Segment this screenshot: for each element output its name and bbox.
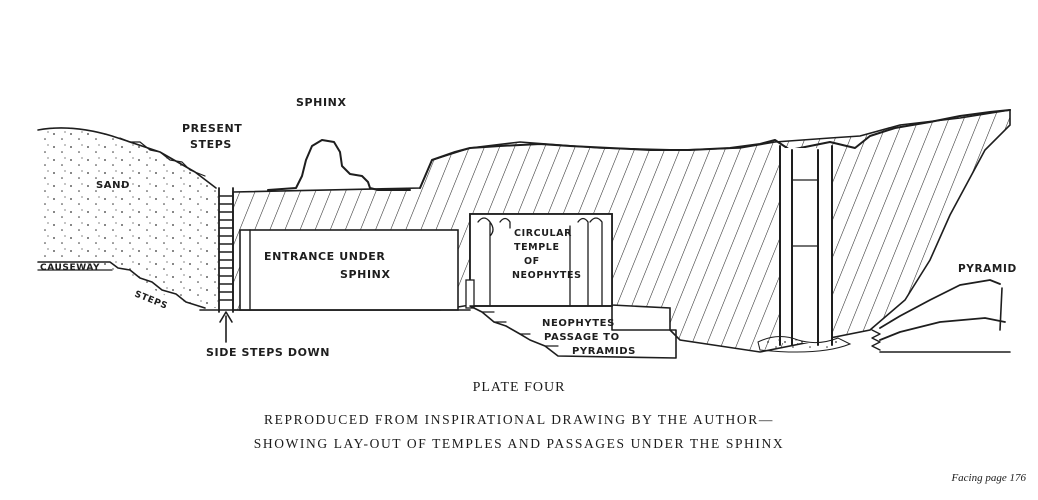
label-entrance-1: ENTRANCE UNDER — [264, 250, 386, 263]
label-temple-1: CIRCULAR — [514, 228, 573, 239]
label-sand: SAND — [96, 180, 131, 191]
label-passage-1: NEOPHYTES — [542, 318, 615, 329]
label-passage-3: PYRAMIDS — [572, 346, 636, 357]
label-pyramid: PYRAMID — [958, 263, 1017, 275]
sphinx-silhouette — [268, 140, 410, 190]
side-steps-arrow — [220, 312, 232, 342]
caption-line-2: SHOWING LAY-OUT OF TEMPLES AND PASSAGES UNDER THE SPHINX — [253, 436, 785, 451]
label-temple-2: TEMPLE — [514, 242, 560, 253]
label-steps: STEPS — [132, 289, 169, 312]
label-entrance-2: SPHINX — [340, 268, 391, 281]
plate-title: PLATE FOUR — [472, 380, 566, 395]
label-causeway: CAUSEWAY — [40, 263, 101, 273]
sand-slope — [38, 128, 218, 308]
label-present-steps-2: STEPS — [190, 138, 232, 151]
label-present-steps-1: PRESENT — [182, 122, 243, 135]
label-passage-2: PASSAGE TO — [544, 332, 620, 343]
caption-line-1: REPRODUCED FROM INSPIRATIONAL DRAWING BY THE AUTHOR— — [264, 412, 774, 427]
present-steps-ladder — [219, 188, 233, 312]
label-side-steps: SIDE STEPS DOWN — [206, 346, 331, 359]
label-temple-3: OF — [524, 256, 540, 267]
facing-page-note: Facing page 176 — [951, 472, 1026, 484]
label-sphinx: SPHINX — [296, 96, 347, 109]
label-temple-4: NEOPHYTES — [512, 270, 582, 281]
